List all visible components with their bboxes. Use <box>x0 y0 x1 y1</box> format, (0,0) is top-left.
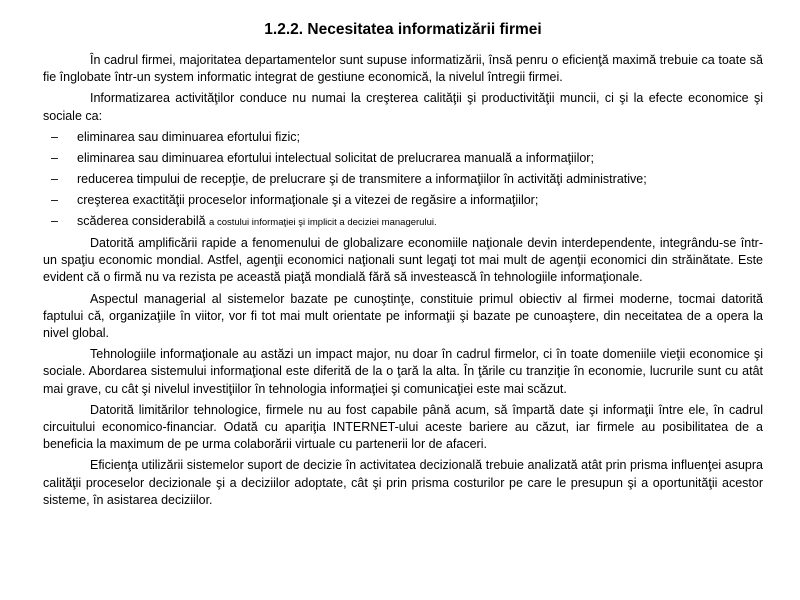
dash-bullet-icon: – <box>51 129 58 144</box>
section-title: 1.2.2. Necesitatea informatizării firmei <box>264 21 542 38</box>
paragraph-decision-support: Eficienţa utilizării sistemelor suport de decizie în activitatea decizională trebuie analizată atât prin prisma influenţei asupra calităţii proceselor decizionale şi a deciziilor adoptate, cât şi prin prisma costurilor pe care le presupun şi a oportunităţii acestor sisteme, în asistarea deciziilor. <box>43 458 763 507</box>
paragraph-intro: În cadrul firmei, majoritatea departamentelor sunt supuse informatizării, însă penru o eficienţă maximă trebuie ca toate să fie înglobate într-un system informatic integrat de gestiune economică, la nivelul întregii firmei. <box>43 53 763 85</box>
list-item-text: reducerea timpului de recepţie, de prelucrare şi de transmitere a informaţiilor în activităţi administrative; <box>77 171 647 186</box>
list-item <box>43 213 763 231</box>
dash-bullet-icon: – <box>51 192 58 207</box>
paragraph-it-impact: Tehnologiile informaţionale au astăzi un impact major, nu doar în cadrul firmelor, ci în toate domeniile vieţii economice şi sociale. Abordarea sistemului informaţional este diferită de la o ţară la alta. În ţările cu tranziţie în economie, lucrurile sunt cu atât mai grave, cu cât şi nivelul investiţiilor în tehnologia informaţiei şi comunicaţiei este mai scăzut. <box>43 347 763 396</box>
effects-list <box>43 129 763 231</box>
dash-bullet-icon: – <box>51 171 58 186</box>
dash-bullet-icon: – <box>51 150 58 165</box>
list-item-text: eliminarea sau diminuarea efortului fizic; <box>77 129 301 144</box>
list-item-text-tail: a costului informaţiei şi implicit a deciziei managerului. <box>209 216 437 228</box>
paragraph-knowledge-systems: Aspectul managerial al sistemelor bazate pe cunoştinţe, constituie primul obiectiv al firmei moderne, tocmai datorită faptului că, organizaţiile în viitor, vor fi tot mai mult orientate pe informaţii şi bazate pe cunoaştere, din neceitatea de a opera la nivel global. <box>43 291 763 341</box>
list-item-text: creşterea exactităţii proceselor informaţionale şi a vitezei de regăsire a informaţiilor; <box>77 192 539 207</box>
list-item <box>43 150 763 167</box>
list-item <box>43 129 763 146</box>
paragraph-internet: Datorită limitărilor tehnologice, firmele nu au fost capabile până acum, să împartă date şi informaţii între ele, în cadrul circuitului economico-financiar. Odată cu apariţia INTERNET-ului aceste bariere au căzut, iar firmele au posibilitatea de a beneficia la maximum de pe urma colaborării virtuale cu partenerii lor de afaceri. <box>43 402 763 452</box>
dash-bullet-icon: – <box>51 213 58 228</box>
list-item-text: eliminarea sau diminuarea efortului intelectual solicitat de prelucrarea manuală a informaţiilor; <box>77 150 594 165</box>
paragraph-effects: Informatizarea activităţilor conduce nu numai la creşterea calităţii şi productivităţii muncii, ci şi la efecte economice şi sociale ca: <box>43 91 763 123</box>
list-item-text-head: scăderea considerabilă <box>77 213 210 228</box>
list-item <box>43 171 763 188</box>
list-item <box>43 192 763 209</box>
paragraph-globalization: Datorită amplificării rapide a fenomenului de globalizare economiile naţionale devin interdependente, integrându-se într-un spaţiu economic mondial. Astfel, agenţii economici naţionali sunt legaţi tot mai mult de agenţii economici din străinătate. Este evident că o firmă nu va rezista pe această piaţă mondială fără să investească în tehnologiile informaţionale. <box>43 236 763 285</box>
